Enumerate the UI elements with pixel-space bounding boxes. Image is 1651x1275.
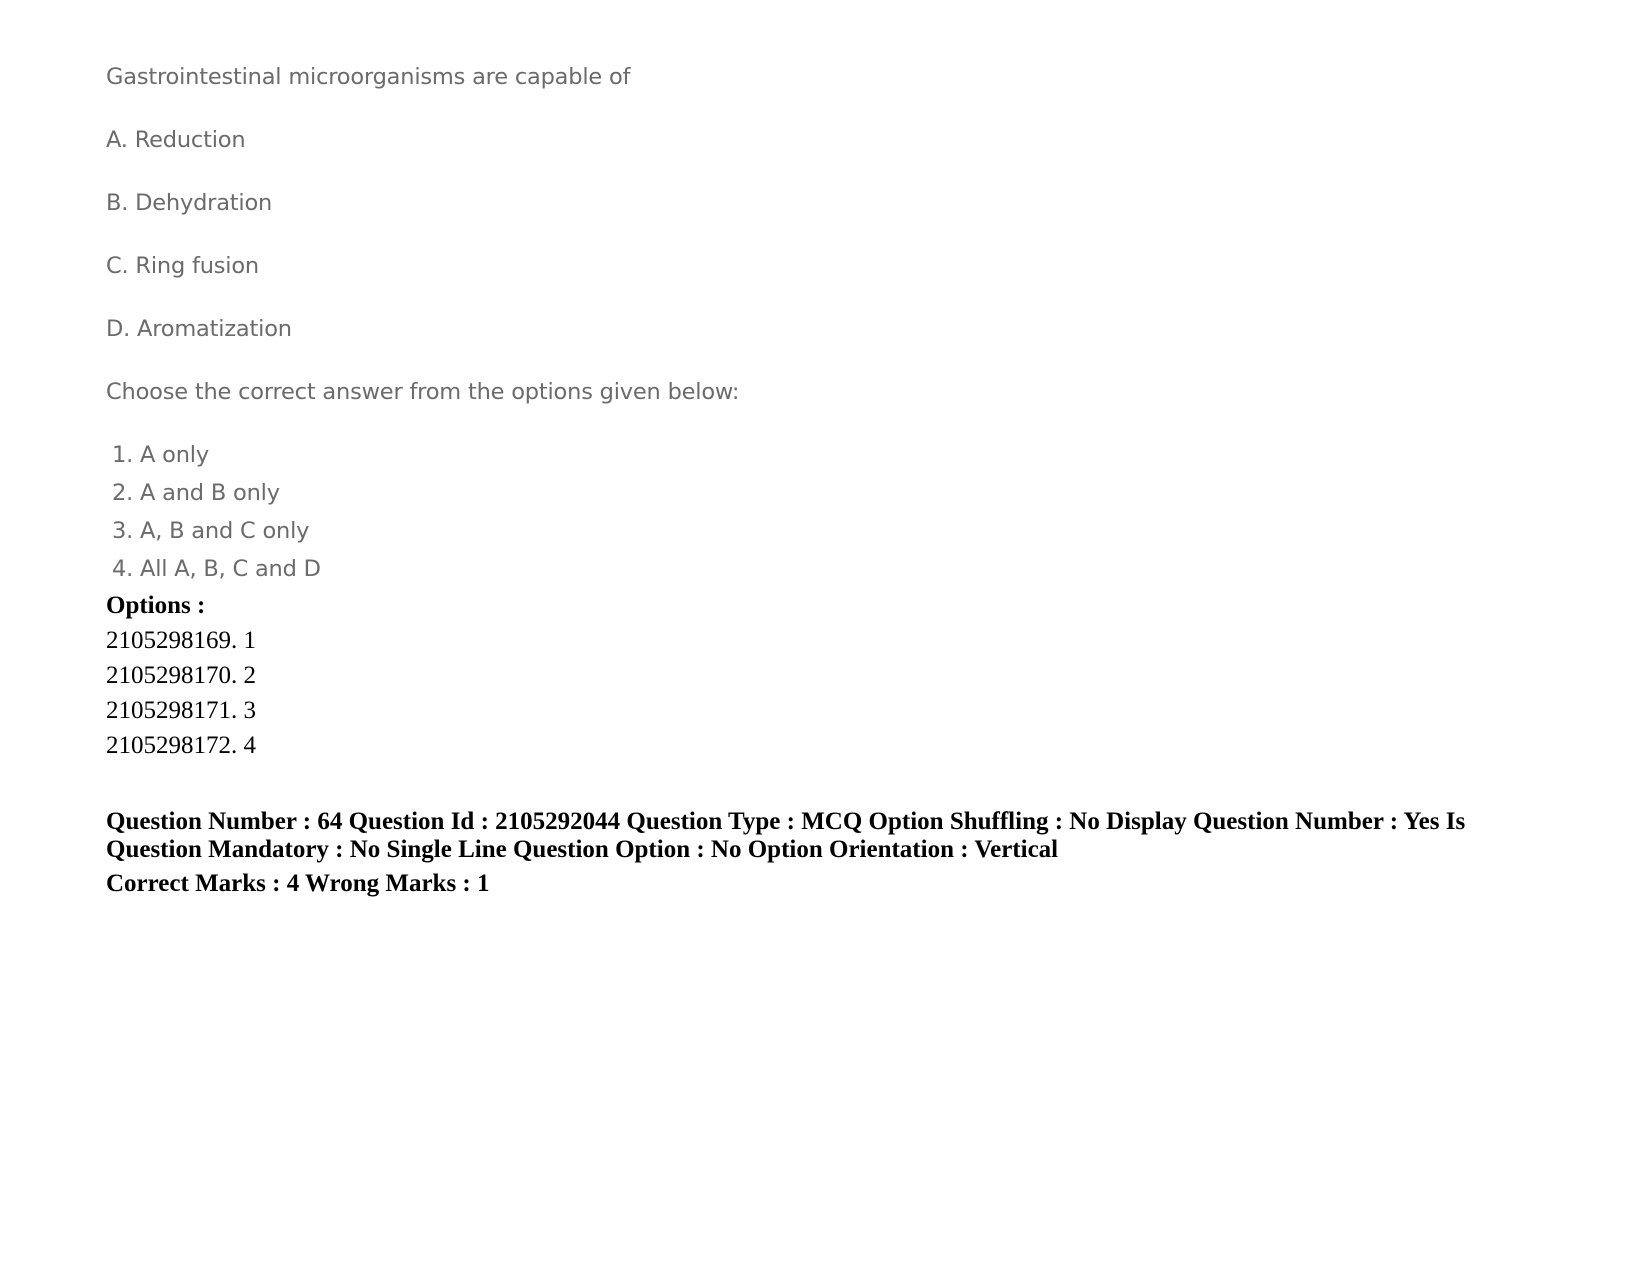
question-stem: Gastrointestinal microorganisms are capable of	[106, 64, 631, 90]
question-instruction: Choose the correct answer from the options given below:	[106, 379, 740, 405]
option-row: 2105298169. 1	[106, 627, 256, 654]
option-row: 2105298170. 2	[106, 662, 256, 689]
marks-line: Correct Marks : 4 Wrong Marks : 1	[106, 870, 490, 897]
metadata-line-2: Question Mandatory : No Single Line Question Option : No Option Orientation : Vertical	[106, 836, 1059, 863]
option-row: 2105298171. 3	[106, 697, 256, 724]
statement-b: B. Dehydration	[106, 190, 273, 216]
choice-2: 2. A and B only	[112, 480, 280, 506]
statement-c: C. Ring fusion	[106, 253, 259, 279]
statement-a: A. Reduction	[106, 127, 246, 153]
choice-3: 3. A, B and C only	[112, 518, 310, 544]
choice-4: 4. All A, B, C and D	[112, 556, 321, 582]
option-row: 2105298172. 4	[106, 732, 256, 759]
choice-1: 1. A only	[112, 442, 209, 468]
options-heading: Options :	[106, 592, 206, 619]
metadata-line-1: Question Number : 64 Question Id : 2105292044 Question Type : MCQ Option Shuffling : No Display Question Number : Yes Is	[106, 808, 1466, 835]
statement-d: D. Aromatization	[106, 316, 292, 342]
